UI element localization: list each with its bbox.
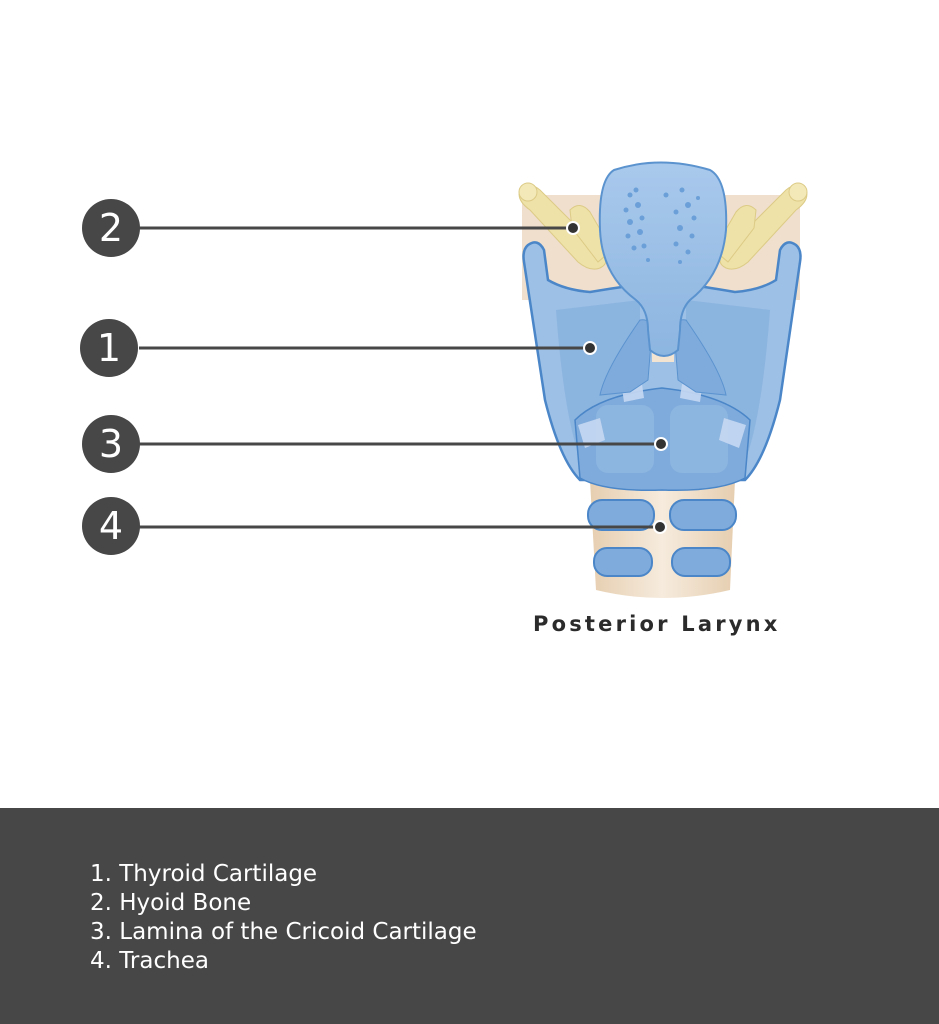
legend-item: 3. Lamina of the Cricoid Cartilage bbox=[90, 919, 477, 945]
legend-item: 4. Trachea bbox=[90, 948, 209, 974]
trachea-shape bbox=[588, 480, 736, 598]
marker-1: 1 bbox=[80, 319, 138, 377]
marker-2: 2 bbox=[82, 199, 140, 257]
marker-3: 3 bbox=[82, 415, 140, 473]
legend-panel bbox=[0, 808, 939, 1024]
marker-4: 4 bbox=[82, 497, 140, 555]
figure-caption: Posterior Larynx bbox=[533, 612, 781, 636]
legend-list bbox=[90, 860, 477, 976]
legend-item: 1. Thyroid Cartilage bbox=[90, 861, 318, 887]
legend-item: 2. Hyoid Bone bbox=[90, 890, 252, 916]
